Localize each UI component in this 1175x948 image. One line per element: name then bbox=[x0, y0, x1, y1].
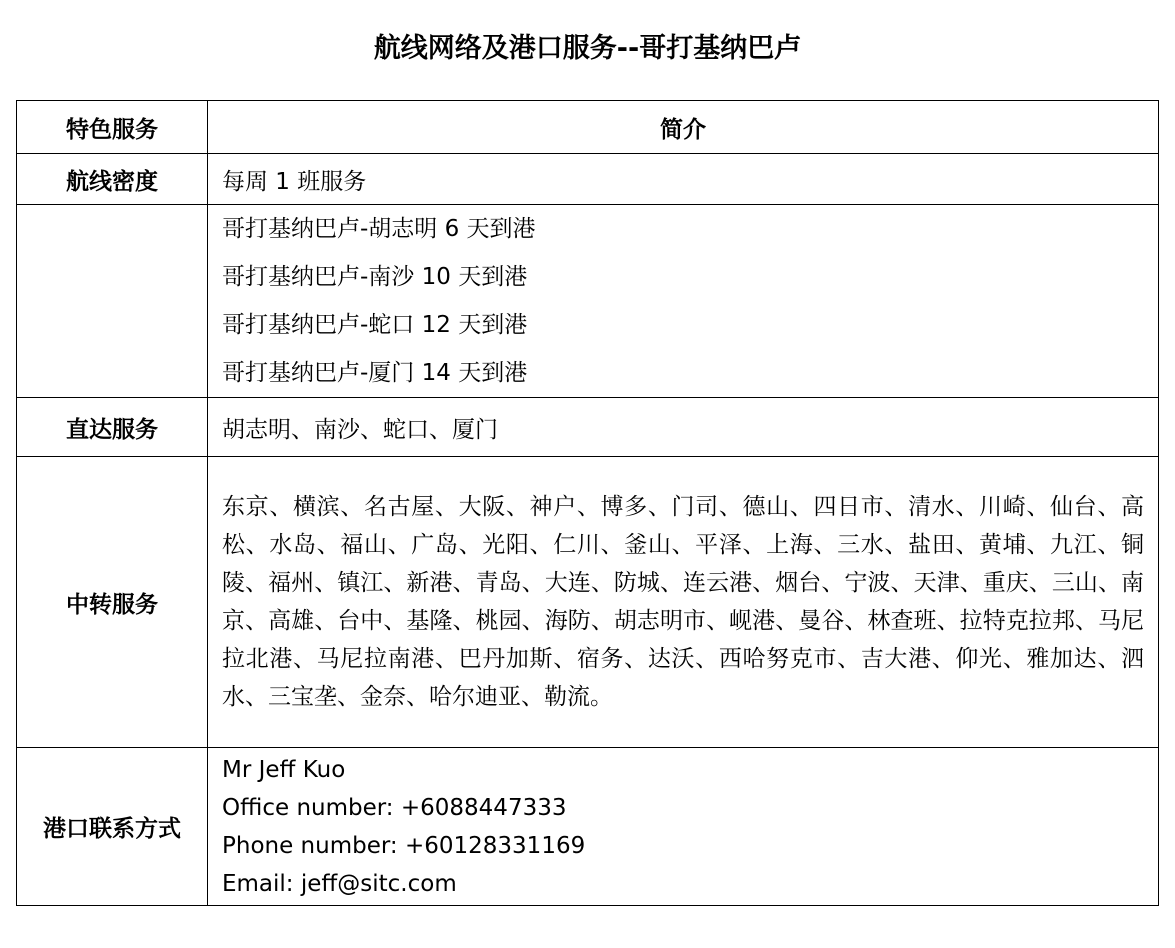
transit-time-line: 哥打基纳巴卢-胡志明 6 天到港 bbox=[222, 216, 536, 242]
transit-times-cell bbox=[208, 205, 1159, 398]
header-feature-cell: 特色服务 bbox=[17, 101, 208, 154]
header-intro-cell: 简介 bbox=[208, 101, 1159, 154]
transshipment-label: 中转服务 bbox=[17, 457, 208, 748]
contact-phone-number: Phone number: +60128331169 bbox=[222, 832, 586, 859]
direct-service-value: 胡志明、南沙、蛇口、厦门 bbox=[208, 398, 1159, 457]
contact-office-number: Office number: +6088447333 bbox=[222, 794, 567, 821]
transit-time-line: 哥打基纳巴卢-蛇口 12 天到港 bbox=[222, 312, 528, 338]
frequency-value: 每周 1 班服务 bbox=[208, 154, 1159, 205]
port-contact-label: 港口联系方式 bbox=[17, 748, 208, 906]
transit-times-row bbox=[17, 205, 1159, 398]
service-table bbox=[16, 100, 1159, 906]
frequency-row bbox=[17, 154, 1159, 205]
contact-email: Email: jeff@sitc.com bbox=[222, 870, 457, 897]
table-header-row bbox=[17, 101, 1159, 154]
direct-service-label: 直达服务 bbox=[17, 398, 208, 457]
transshipment-row bbox=[17, 457, 1159, 748]
port-contact-cell bbox=[208, 748, 1159, 906]
contact-name: Mr Jeff Kuo bbox=[222, 756, 346, 783]
transit-times-label bbox=[17, 205, 208, 398]
page-title: 航线网络及港口服务--哥打基纳巴卢 bbox=[373, 33, 802, 64]
transshipment-ports: 东京、横滨、名古屋、大阪、神户、博多、门司、德山、四日市、清水、川崎、仙台、高松、水岛、福山、广岛、光阳、仁川、釜山、平泽、上海、三水、盐田、黄埔、九江、铜陵、福州、镇江、新港、青岛、大连、防城、连云港、烟台、宁波、天津、重庆、三山、南京、高雄、台中、基隆、桃园、海防、胡志明市、岘港、曼谷、林查班、拉特克拉邦、马尼拉北港、马尼拉南港、巴丹加斯、宿务、达沃、西哈努克市、吉大港、仰光、雅加达、泗水、三宝垄、金奈、哈尔迪亚、勒流。 bbox=[222, 494, 1144, 710]
transit-time-line: 哥打基纳巴卢-厦门 14 天到港 bbox=[222, 360, 528, 386]
direct-service-row bbox=[17, 398, 1159, 457]
port-contact-row bbox=[17, 748, 1159, 906]
transit-time-line: 哥打基纳巴卢-南沙 10 天到港 bbox=[222, 264, 528, 290]
frequency-label: 航线密度 bbox=[17, 154, 208, 205]
transshipment-cell bbox=[208, 457, 1159, 748]
